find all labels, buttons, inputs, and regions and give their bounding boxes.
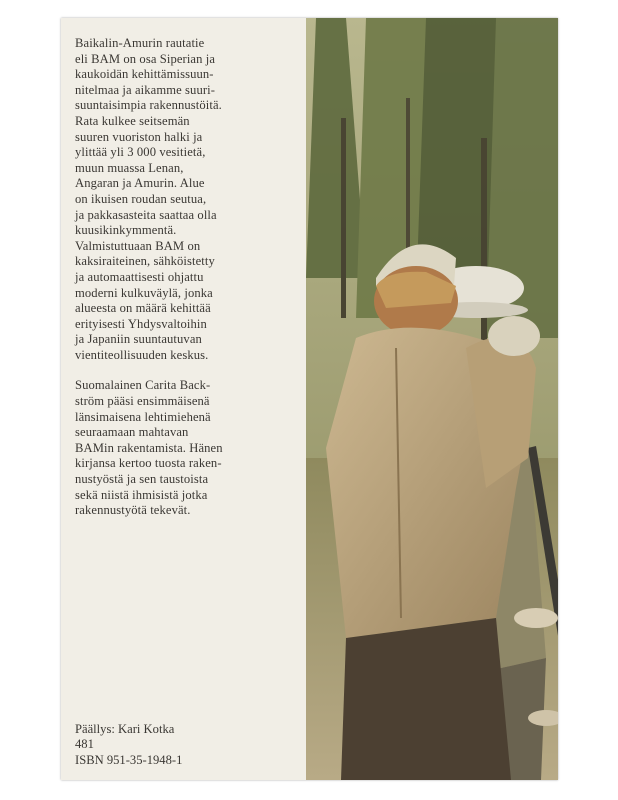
series-number: 481 (75, 737, 94, 752)
blurb-line: eli BAM on osa Siperian ja (75, 51, 216, 66)
blurb-line: ja Japaniin suuntautuvan (75, 332, 202, 347)
isbn: ISBN 951-35-1948-1 (75, 752, 183, 767)
blurb-line: Suomalainen Carita Back- (75, 378, 211, 393)
blurb-line: moderni kulkuväylä, jonka (75, 285, 213, 300)
blurb-line: Rata kulkee seitsemän (75, 113, 190, 128)
blurb-line: BAMin rakentamista. Hänen (75, 440, 223, 455)
blurb-line: on ikuisen roudan seutua, (75, 191, 207, 206)
blurb-line: alueesta on määrä kehittää (75, 301, 211, 316)
blurb-line: ja automaattisesti ohjattu (75, 269, 204, 284)
blurb-line: vientiteollisuuden keskus. (75, 347, 209, 362)
blurb-line: ylittää yli 3 000 vesitietä, (75, 145, 206, 160)
blurb-line: nitelmaa ja aikamme suuri- (75, 82, 216, 97)
blurb-paragraph-2 (75, 378, 303, 518)
blurb-line: Angaran ja Amurin. Alue (75, 176, 205, 191)
blurb-line: suuntaisimpia rakennustöitä. (75, 98, 222, 113)
book-back-cover (61, 18, 558, 780)
blurb-line: nustyöstä ja sen taustoista (75, 472, 209, 487)
cover-credit: Päällys: Kari Kotka (75, 722, 175, 736)
blurb-paragraph-1 (75, 36, 303, 363)
photo-workers-icon (306, 18, 558, 780)
blurb-line: seuraamaan mahtavan (75, 425, 189, 440)
blurb-line: erityisesti Yhdysvaltoihin (75, 316, 207, 331)
blurb-line: sekä niistä ihmisistä jotka (75, 487, 208, 502)
blurb-line: länsimaisena lehtimiehenä (75, 409, 211, 424)
blurb-line: kirjansa kertoo tuosta raken- (75, 456, 222, 471)
credits (75, 722, 182, 768)
blurb-line: kuusikinkymmentä. (75, 223, 177, 238)
blurb-line: kaksiraiteinen, sähköistetty (75, 254, 215, 269)
blurb-line: Baikalin-Amurin rautatie (75, 36, 205, 50)
blurb (75, 36, 303, 534)
blurb-line: ström pääsi ensimmäisenä (75, 394, 210, 409)
blurb-line: suuren vuoriston halki ja (75, 129, 203, 144)
blurb-line: rakennustyötä tekevät. (75, 503, 191, 518)
blurb-line: ja pakkasasteita saattaa olla (75, 207, 217, 222)
cover-photo (306, 18, 558, 780)
blurb-line: muun muassa Lenan, (75, 160, 184, 175)
text-panel (61, 18, 306, 780)
blurb-line: kaukoidän kehittämissuun- (75, 67, 214, 82)
blurb-line: Valmistuttuaan BAM on (75, 238, 201, 253)
